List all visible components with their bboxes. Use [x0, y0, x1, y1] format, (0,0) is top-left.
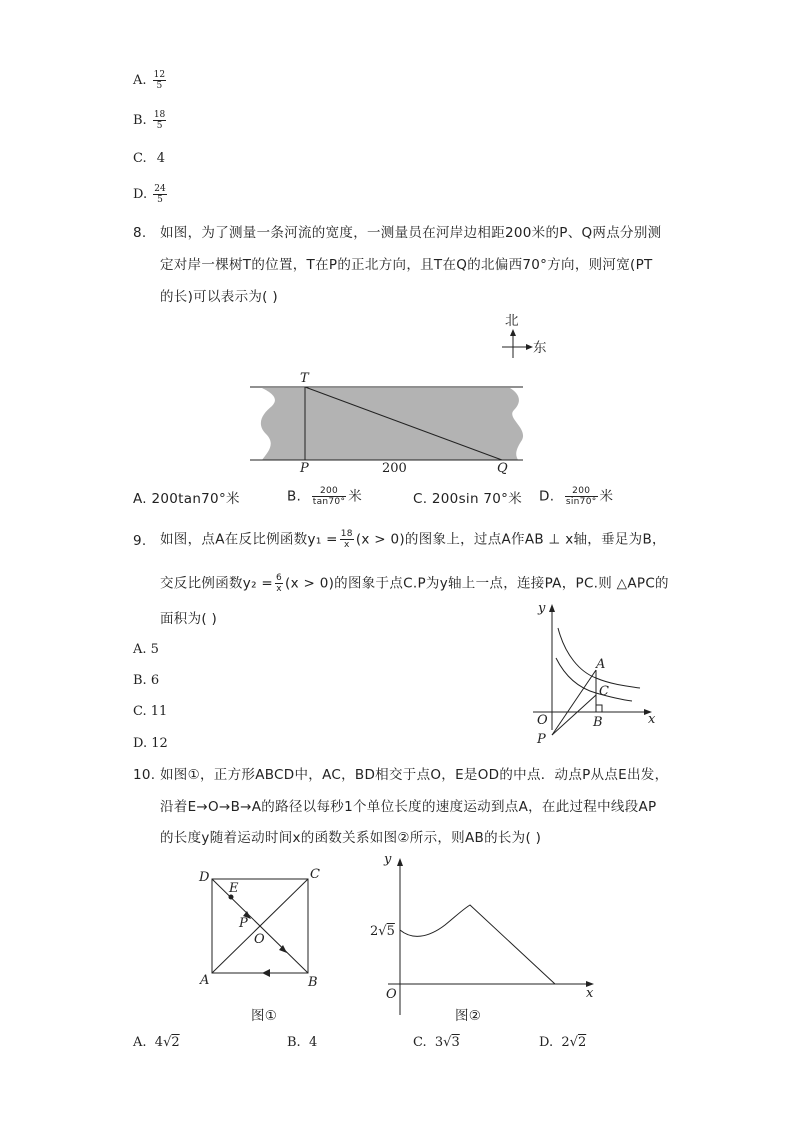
q9-line-2: 交反比例函数y₂ = $\frac{6}{x}$ (x > 0)的图象于点C.P为y轴上一点，连接PA，PC.则 △APC的: [160, 573, 669, 594]
q9-fraction-18-x: $\frac{18}{x}$: [340, 529, 353, 550]
q10-label-p: P: [239, 916, 248, 931]
q10-label-e: E: [229, 881, 239, 896]
q8-option-d-fraction: $\frac{200}{\sin 70^\circ}$: [565, 486, 597, 507]
segment-pc: [552, 695, 596, 735]
q10-option-b: B. 4: [287, 1035, 318, 1050]
q10-graph-label-y: y: [384, 852, 392, 867]
q7-option-a-fraction: $\frac{12}{5}$: [153, 70, 166, 91]
arrow-b-to-a-icon: [262, 969, 270, 977]
q10-label-c: C: [310, 867, 320, 882]
label-p: P: [300, 461, 309, 476]
compass-icon: [502, 329, 533, 358]
q10-fig1-caption: 图①: [251, 1008, 278, 1024]
label-200: 200: [382, 461, 407, 476]
q10-option-c: C. 3√3: [413, 1035, 460, 1050]
q10-option-a: A. 4√2: [133, 1035, 180, 1050]
curve-y2: [556, 658, 632, 701]
q8-line-3: 的长)可以表示为( ): [160, 289, 278, 305]
q10-graph-label-o: O: [386, 987, 397, 1002]
q9-label-a: A: [596, 657, 606, 672]
q8-option-b-fraction: $\frac{200}{\tan 70^\circ}$: [312, 486, 346, 507]
q9-label-b: B: [593, 715, 603, 730]
river-area: [261, 388, 523, 460]
q7-option-d: D. $\frac{24}{5}$: [133, 184, 166, 205]
q10-function-graph: [388, 858, 594, 1015]
q10-line-3: 的长度y随着运动时间x的函数关系如图②所示，则AB的长为( ): [160, 830, 542, 846]
q9-option-a: A. 5: [133, 642, 159, 657]
q9-option-d: D. 12: [133, 736, 168, 751]
q9-number: 9.: [133, 533, 147, 549]
q8-option-a: A. 200tan70°米: [133, 491, 240, 507]
q7-option-d-fraction: $\frac{24}{5}$: [154, 184, 166, 205]
q8-option-d: D. $\frac{200}{\sin 70^\circ}$ 米: [539, 486, 614, 507]
q7-option-b: B. $\frac{18}{5}$: [133, 110, 166, 131]
q9-fraction-6-x: $\frac{6}{x}$: [276, 573, 283, 594]
q9-label-p: P: [537, 732, 546, 747]
sqrt-icon: √: [443, 1035, 452, 1050]
q7-option-c: C. 4: [133, 151, 166, 166]
q10-number: 10.: [133, 767, 156, 783]
q9-line-1: 如图，点A在反比例函数y₁ = $\frac{18}{x}$ (x > 0)的图象上，过点A作AB ⊥ x轴，垂足为B，: [160, 529, 666, 550]
q8-option-b: B. $\frac{200}{\tan 70^\circ}$ 米: [287, 486, 363, 507]
q10-label-o: O: [254, 932, 265, 947]
q8-line-2: 定对岸一棵树T的位置，T在P的正北方向，且T在Q的北偏西70°方向，则河宽(PT: [160, 257, 653, 273]
q10-line-1: 如图①，正方形ABCD中，AC，BD相交于点O，E是OD的中点．动点P从点E出发，: [160, 767, 669, 783]
q10-square-figure: [212, 879, 308, 977]
q7-option-b-fraction: $\frac{18}{5}$: [153, 110, 166, 131]
sqrt-icon: √: [163, 1035, 172, 1050]
q8-option-c: C. 200sin 70°米: [413, 491, 523, 507]
q9-line-3: 面积为( ): [160, 611, 218, 627]
function-curve: [400, 905, 555, 984]
q10-fig2-caption: 图②: [455, 1008, 482, 1024]
q10-label-b: B: [308, 975, 318, 990]
q10-label-d: D: [199, 870, 210, 885]
segment-pa: [552, 670, 596, 735]
label-t: T: [300, 371, 309, 386]
sqrt-icon: √: [569, 1035, 578, 1050]
compass-north-label: 北: [505, 313, 519, 329]
q9-label-o: O: [537, 713, 548, 728]
compass-east-label: 东: [533, 340, 547, 356]
q10-graph-label-x: x: [586, 986, 594, 1001]
q9-label-x: x: [648, 712, 656, 727]
q9-option-b: B. 6: [133, 673, 160, 688]
q9-option-c: C. 11: [133, 704, 168, 719]
q7-option-a: A. $\frac{12}{5}$: [133, 70, 166, 91]
sqrt-icon: √: [378, 924, 387, 939]
q8-number: 8.: [133, 225, 147, 241]
label-q: Q: [497, 461, 508, 476]
q10-line-2: 沿着E→O→B→A的路径以每秒1个单位长度的速度运动到点A，在此过程中线段AP: [160, 799, 657, 815]
q9-label-c: C: [599, 684, 609, 699]
q10-graph-y-value: 2√5: [370, 924, 395, 939]
right-angle-mark: [596, 705, 602, 712]
q10-option-d: D. 2√2: [539, 1035, 587, 1050]
q10-label-a: A: [200, 973, 210, 988]
q8-line-1: 如图，为了测量一条河流的宽度，一测量员在河岸边相距200米的P、Q两点分别测: [160, 225, 662, 241]
q9-label-y: y: [538, 601, 546, 616]
